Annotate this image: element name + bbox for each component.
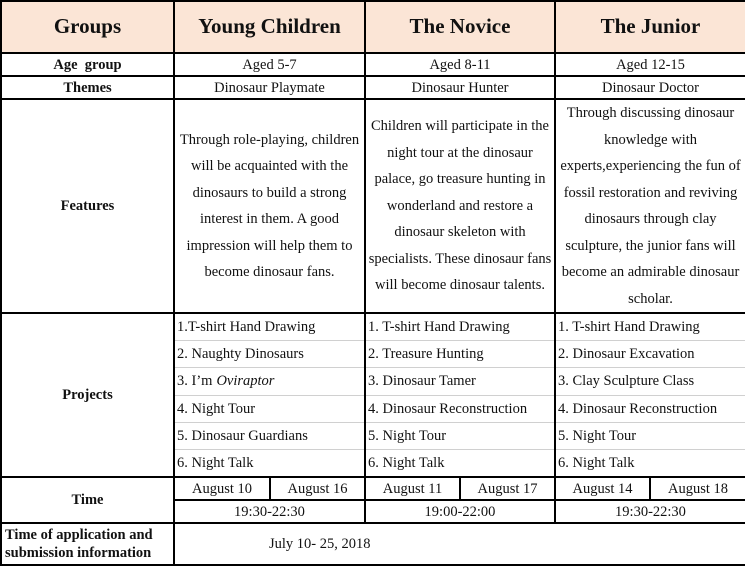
projects-row (1, 313, 745, 477)
time-label: Time (1, 477, 174, 523)
header-novice: The Novice (365, 1, 555, 53)
application-row (1, 523, 745, 565)
themes-row (1, 76, 745, 99)
hours-junior: 19:30-22:30 (555, 500, 745, 523)
header-junior: The Junior (555, 1, 745, 53)
date-cell: August 14 (555, 477, 650, 500)
time-dates-row (1, 477, 745, 500)
project-item: 4. Dinosaur Reconstruction (366, 396, 554, 423)
project-item: 5. Dinosaur Guardians (175, 423, 364, 450)
projects-novice (365, 313, 555, 477)
date-cell: August 16 (270, 477, 365, 500)
project-item: 5. Night Tour (366, 423, 554, 450)
species-name: Oviraptor (216, 373, 275, 390)
features-young-children: Through role-playing, children will be acquainted with the dinosaurs to build a strong interest in them. A good impression will help them to become dinosaur fans. (174, 99, 365, 313)
project-item: 3. Clay Sculpture Class (556, 368, 745, 395)
date-cell: August 17 (460, 477, 555, 500)
date-cell: August 18 (650, 477, 745, 500)
project-item: 2. Naughty Dinosaurs (175, 341, 364, 368)
projects-young-children (174, 313, 365, 477)
project-item: 6. Night Talk (558, 454, 635, 471)
project-item: 1.T-shirt Hand Drawing (175, 314, 364, 341)
project-item: 3. Dinosaur Tamer (366, 368, 554, 395)
age-young-children: Aged 5-7 (174, 53, 365, 76)
theme-novice: Dinosaur Hunter (365, 76, 555, 99)
age-group-row (1, 53, 745, 76)
header-groups: Groups (1, 1, 174, 53)
age-junior: Aged 12-15 (555, 53, 745, 76)
header-row (1, 1, 745, 53)
project-item: 5. Night Tour (556, 423, 745, 450)
application-dates: July 10- 25, 2018 (174, 523, 745, 565)
project-item: 1. T-shirt Hand Drawing (556, 314, 745, 341)
features-junior: Through discussing dinosaur knowledge with experts,experiencing the fun of fossil restoration and reviving dinosaurs through clay sculpture, the junior fans will become an admirable dinosaur scholar. (555, 99, 745, 313)
project-item: 6. Night Talk (177, 454, 254, 471)
application-label: Time of application and submission information (1, 523, 174, 565)
projects-junior (555, 313, 745, 477)
hours-novice: 19:00-22:00 (365, 500, 555, 523)
date-cell: August 10 (174, 477, 270, 500)
project-item: 6. Night Talk (368, 454, 445, 471)
project-item: 3. I’m Oviraptor (175, 368, 364, 395)
projects-label: Projects (1, 313, 174, 477)
theme-junior: Dinosaur Doctor (555, 76, 745, 99)
header-young-children: Young Children (174, 1, 365, 53)
project-item: 2. Treasure Hunting (366, 341, 554, 368)
features-row (1, 99, 745, 313)
themes-label: Themes (1, 76, 174, 99)
project-item: 4. Night Tour (175, 396, 364, 423)
age-group-label: Age group (1, 53, 174, 76)
project-item: 1. T-shirt Hand Drawing (366, 314, 554, 341)
features-novice: Children will participate in the night tour at the dinosaur palace, go treasure hunting in wonderland and restore a dinosaur skeleton with specialists. These dinosaur fans will become dinosaur talents. (365, 99, 555, 313)
theme-young-children: Dinosaur Playmate (174, 76, 365, 99)
hours-young-children: 19:30-22:30 (174, 500, 365, 523)
project-item: 4. Dinosaur Reconstruction (556, 396, 745, 423)
date-cell: August 11 (365, 477, 460, 500)
age-novice: Aged 8-11 (365, 53, 555, 76)
features-label: Features (1, 99, 174, 313)
project-item: 2. Dinosaur Excavation (556, 341, 745, 368)
